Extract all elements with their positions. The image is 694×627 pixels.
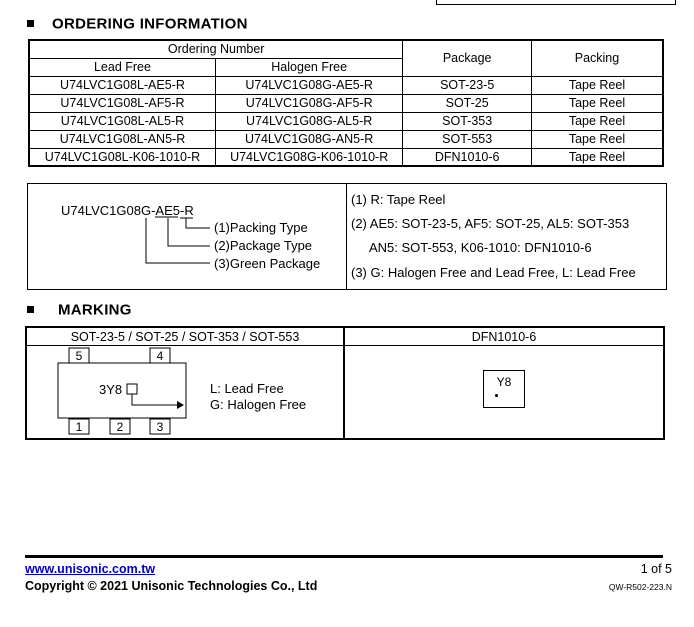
decode-note-2: (2) AE5: SOT-23-5, AF5: SOT-25, AL5: SOT-353 <box>351 216 630 231</box>
packing-cell: Tape Reel <box>531 76 663 94</box>
legend-leader <box>132 394 177 405</box>
packing-header: Packing <box>531 40 663 76</box>
halogen-free-header: Halogen Free <box>215 58 402 76</box>
marking-table <box>25 326 665 440</box>
packing-cell: Tape Reel <box>531 112 663 130</box>
decode-note-3: AN5: SOT-553, K06-1010: DFN1010-6 <box>369 240 592 255</box>
green-leader <box>146 218 210 263</box>
legend-halogen-free: G: Halogen Free <box>210 397 307 412</box>
lead-free-cell: U74LVC1G08L-AE5-R <box>29 76 215 94</box>
package-header: Package <box>403 40 532 76</box>
copyright-text: Copyright © 2021 Unisonic Technologies Co., Ltd <box>25 579 318 593</box>
ordering-section-heading <box>27 15 248 33</box>
pin-label-4: 4 <box>156 349 164 363</box>
callout-packing-type: (1)Packing Type <box>214 220 308 235</box>
table-row <box>29 94 663 112</box>
callout-package-type: (2)Package Type <box>214 238 313 253</box>
footer-rule <box>25 555 663 558</box>
halogen-free-cell: U74LVC1G08G-AF5-R <box>215 94 402 112</box>
legend-lead-free: L: Lead Free <box>210 381 284 396</box>
decode-note-1: (1) R: Tape Reel <box>351 192 446 207</box>
lead-free-cell: U74LVC1G08L-AF5-R <box>29 94 215 112</box>
packing-cell: Tape Reel <box>531 94 663 112</box>
halogen-free-cell: U74LVC1G08G-AN5-R <box>215 130 402 148</box>
page-number: 1 of 5 <box>640 562 672 576</box>
table-row <box>29 76 663 94</box>
package-cell: SOT-353 <box>403 112 532 130</box>
marking-title: MARKING <box>58 301 132 319</box>
decode-note-4: (3) G: Halogen Free and Lead Free, L: Lead Free <box>351 265 636 280</box>
decode-divider <box>346 184 347 289</box>
ordering-title: ORDERING INFORMATION <box>52 15 248 33</box>
table-row <box>29 112 663 130</box>
package-cell: SOT-23-5 <box>403 76 532 94</box>
dfn-code: Y8 <box>496 375 512 389</box>
pin-label-1: 1 <box>75 420 83 434</box>
package-cell: DFN1010-6 <box>403 148 532 166</box>
pin-label-5: 5 <box>75 349 83 363</box>
table-row <box>29 148 663 166</box>
package-leader <box>168 218 210 246</box>
lead-free-cell: U74LVC1G08L-AL5-R <box>29 112 215 130</box>
bullet-square-icon <box>27 306 34 313</box>
table-row <box>29 130 663 148</box>
pin-label-2: 2 <box>116 420 124 434</box>
ordering-table <box>28 39 664 167</box>
website-link[interactable]: www.unisonic.com.tw <box>25 562 156 576</box>
marking-right-header: DFN1010-6 <box>471 330 537 344</box>
pin-label-3: 3 <box>156 420 164 434</box>
halogen-free-cell: U74LVC1G08G-K06-1010-R <box>215 148 402 166</box>
lead-free-cell: U74LVC1G08L-K06-1010-R <box>29 148 215 166</box>
sot-chip-diagram <box>27 346 343 438</box>
packing-cell: Tape Reel <box>531 130 663 148</box>
decode-part-number: U74LVC1G08G-AE5-R <box>61 203 194 218</box>
dfn-chip <box>483 370 525 408</box>
part-decode-box <box>27 183 667 290</box>
decode-diagram <box>28 184 346 289</box>
lead-free-cell: U74LVC1G08L-AN5-R <box>29 130 215 148</box>
halogen-free-cell: U74LVC1G08G-AL5-R <box>215 112 402 130</box>
callout-green-package: (3)Green Package <box>214 256 321 271</box>
ordering-number-header: Ordering Number <box>29 40 403 58</box>
arrow-right-icon <box>177 401 184 409</box>
code-placeholder-box <box>127 384 137 394</box>
pin1-dot-icon <box>495 394 498 397</box>
package-cell: SOT-553 <box>403 130 532 148</box>
package-cell: SOT-25 <box>403 94 532 112</box>
packing-leader <box>186 218 210 228</box>
packing-cell: Tape Reel <box>531 148 663 166</box>
header-box-fragment <box>436 0 676 5</box>
marking-section-heading <box>27 301 132 319</box>
chip-code: 3Y8 <box>99 382 123 397</box>
marking-left-header: SOT-23-5 / SOT-25 / SOT-353 / SOT-553 <box>70 330 300 344</box>
document-code: QW-R502-223.N <box>608 582 672 592</box>
halogen-free-cell: U74LVC1G08G-AE5-R <box>215 76 402 94</box>
lead-free-header: Lead Free <box>29 58 215 76</box>
bullet-square-icon <box>27 20 34 27</box>
